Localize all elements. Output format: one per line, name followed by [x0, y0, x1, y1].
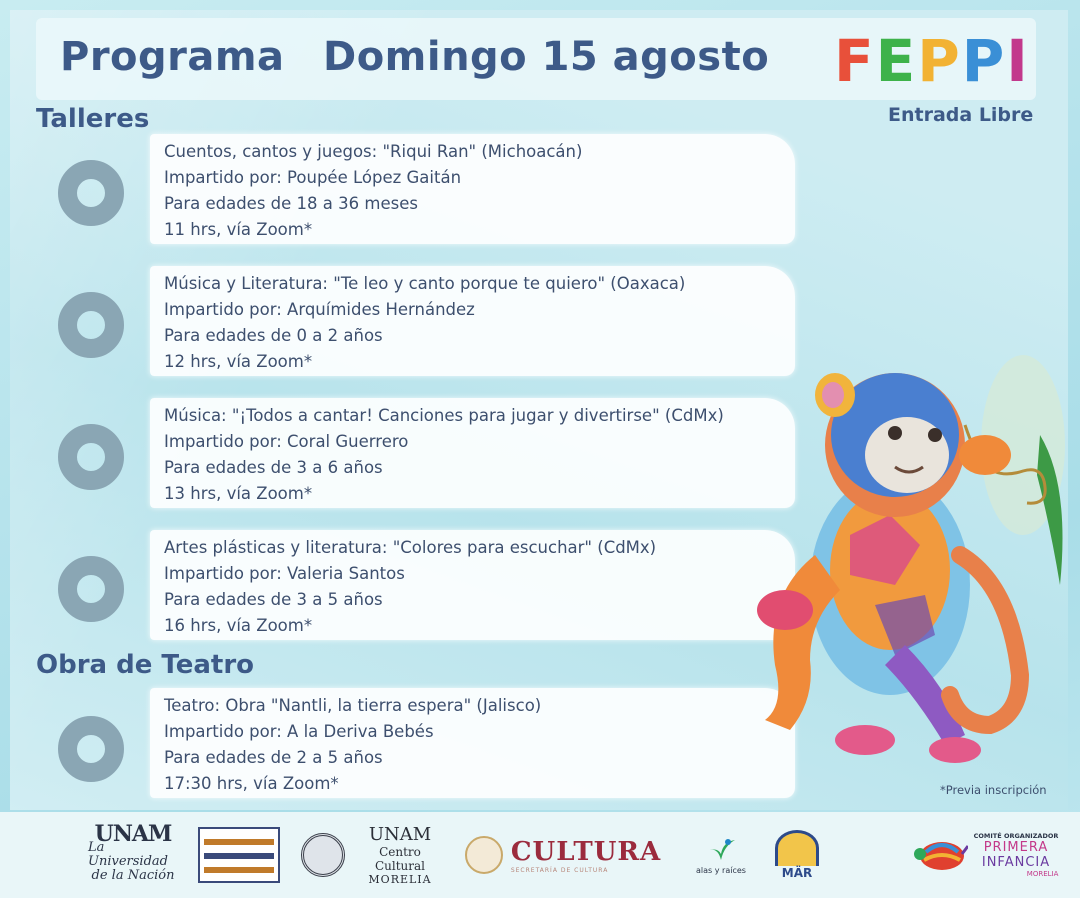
event-time: 16 hrs, vía Zoom*	[164, 616, 313, 635]
bird-icon	[706, 836, 736, 866]
badge-stripe	[204, 867, 274, 873]
event-card	[150, 688, 795, 798]
logo-letter: F	[834, 27, 876, 95]
mar-emblem-icon	[775, 830, 819, 866]
primera-infancia-logo	[905, 812, 1065, 898]
event-time: 11 hrs, vía Zoom*	[164, 220, 313, 239]
school-logo-badge	[198, 827, 280, 883]
mar-label: MÄR	[781, 866, 813, 880]
section-heading-theater: Obra de Teatro	[36, 650, 255, 680]
unam-cc-subtitle: Centro Cultural	[374, 845, 426, 873]
armadillo-icon	[912, 832, 968, 878]
school-logo	[197, 812, 281, 898]
event-ages: Para edades de 3 a 5 años	[164, 590, 383, 609]
bullet-ring-icon	[58, 292, 124, 358]
event-ages: Para edades de 2 a 5 años	[164, 748, 383, 767]
event-host: Impartido por: A la Deriva Bebés	[164, 722, 434, 741]
event-ages: Para edades de 3 a 6 años	[164, 458, 383, 477]
unam-logo-mark: UNAM	[94, 821, 172, 847]
unam-cultural-center-logo	[355, 812, 445, 898]
event-host: Impartido por: Valeria Santos	[164, 564, 405, 583]
event-card	[150, 398, 795, 508]
event-title: Artes plásticas y literatura: "Colores para escuchar" (CdMx)	[164, 538, 657, 557]
event-time: 12 hrs, vía Zoom*	[164, 352, 313, 371]
eagle-seal-icon	[465, 836, 503, 874]
event-time: 17:30 hrs, vía Zoom*	[164, 774, 339, 793]
event-card	[150, 134, 795, 244]
infancia-label: INFANCIA	[981, 855, 1051, 870]
event-card	[150, 530, 795, 640]
unam-cc-name: UNAM	[368, 824, 432, 845]
event-time: 13 hrs, vía Zoom*	[164, 484, 313, 503]
badge-stripe	[204, 839, 274, 845]
bullet-ring-icon	[58, 160, 124, 226]
cultura-subtitle: SECRETARÍA DE CULTURA	[510, 866, 609, 874]
event-ages: Para edades de 18 a 36 meses	[164, 194, 418, 213]
event-title: Música: "¡Todos a cantar! Canciones para jugar y divertirse" (CdMx)	[164, 406, 724, 425]
feppi-logo	[834, 27, 1030, 95]
unam-logo	[88, 812, 178, 898]
bullet-ring-icon	[58, 556, 124, 622]
registration-note: *Previa inscripción	[940, 783, 1047, 797]
monkey-illustration	[755, 355, 1070, 775]
logo-letter: P	[917, 27, 962, 95]
badge-stripe	[204, 853, 274, 859]
unam-seal-icon	[300, 812, 346, 898]
event-title: Teatro: Obra "Nantli, la tierra espera" (Jalisco)	[164, 696, 542, 715]
page-title: Programa	[60, 34, 285, 80]
bullet-ring-icon	[58, 716, 124, 782]
entrance-label: Entrada Libre	[888, 104, 1034, 126]
morelia-label: MORELIA	[1026, 870, 1059, 878]
alas-y-raices-logo	[693, 812, 749, 898]
unam-cc-city: MORELIA	[368, 873, 432, 886]
unam-logo-tagline-2: de la Nación	[91, 868, 175, 883]
event-date: Domingo 15 agosto	[323, 34, 770, 80]
seal-disc	[301, 833, 345, 877]
logo-letter: E	[875, 27, 918, 95]
unam-logo-tagline-1: La Universidad	[88, 840, 168, 869]
cultura-logo	[458, 812, 668, 898]
sponsor-footer	[0, 812, 1080, 898]
logo-letter: P	[961, 27, 1007, 95]
event-title: Cuentos, cantos y juegos: "Riqui Ran" (Michoacán)	[164, 142, 583, 161]
mar-logo	[768, 812, 826, 898]
section-heading-workshops: Talleres	[36, 104, 150, 134]
cultura-wordmark: CULTURA	[510, 836, 662, 867]
event-host: Impartido por: Coral Guerrero	[164, 432, 409, 451]
alas-label: alas y raíces	[696, 865, 746, 875]
logo-letter: I	[1006, 27, 1030, 95]
bullet-ring-icon	[58, 424, 124, 490]
event-ages: Para edades de 0 a 2 años	[164, 326, 383, 345]
event-card	[150, 266, 795, 376]
committee-label: COMITÉ ORGANIZADOR	[973, 832, 1059, 840]
event-host: Impartido por: Arquímides Hernández	[164, 300, 475, 319]
event-host: Impartido por: Poupée López Gaitán	[164, 168, 462, 187]
primera-label: PRIMERA	[983, 840, 1049, 855]
event-title: Música y Literatura: "Te leo y canto porque te quiero" (Oaxaca)	[164, 274, 686, 293]
